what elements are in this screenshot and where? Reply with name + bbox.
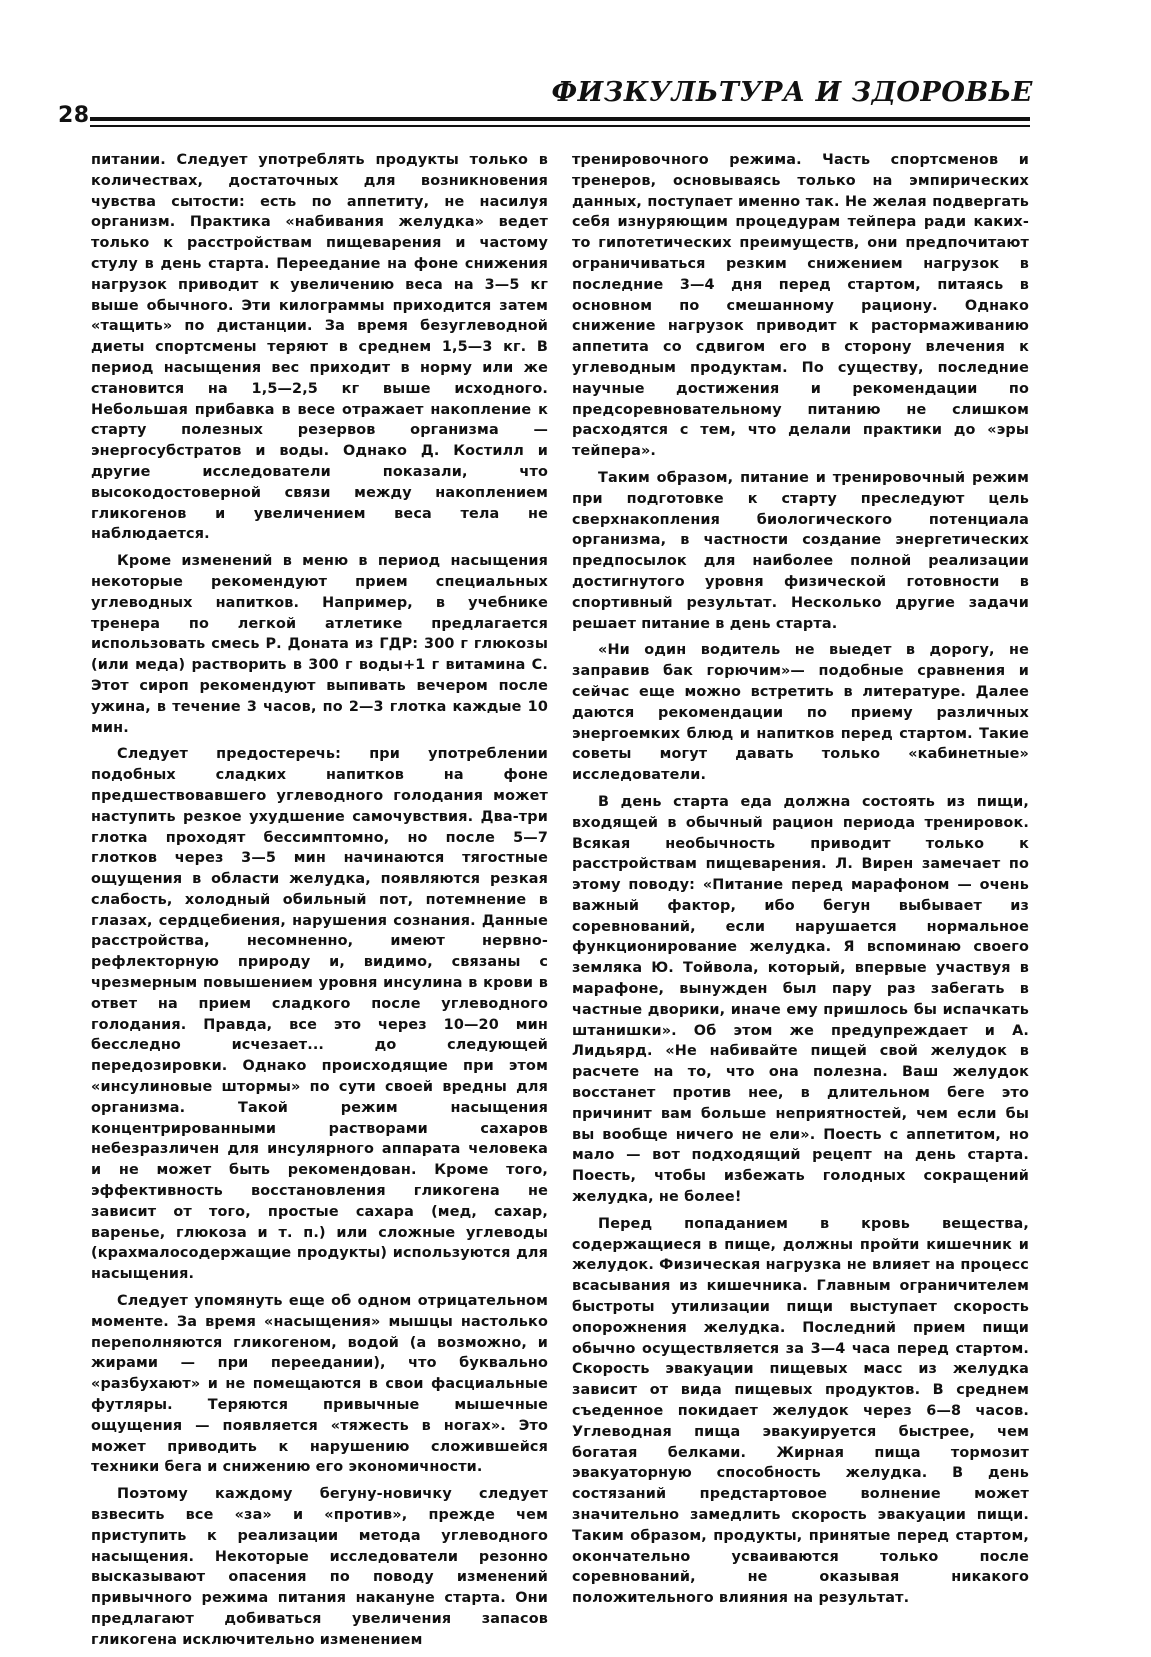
right-column bbox=[572, 150, 1029, 1615]
paragraph: Следует предостеречь: при употреблении подобных сладких напитков на фоне предшествовавшего углеводного голодания может наступить резкое ухудшение самочувствия. Два-три глотка проходят бессимптомно, но после 5—7 глотков через 3—5 мин начинаются тягостные ощущения в области желудка, появляются резкая слабость, холодный обильный пот, потемнение в глазах, сердцебиения, нарушения сознания. Данные расстройства, несомненно, имеют нервно-рефлекторную природу и, видимо, связаны с чрезмерным повышением уровня инсулина в крови в ответ на прием сладкого после углеводного голодания. Правда, все это через 10—20 мин бесследно исчезает... до следующей передозировки. Однако происходящие при этом «инсулиновые штормы» по сути своей вредны для организма. Такой режим насыщения концентрированными растворами сахаров небезразличен для инсулярного аппарата человека и не может быть рекомендован. Кроме того, эффективность восстановления гликогена не зависит от того, простые сахара (мед, сахар, варенье, глюкоза и т. п.) или сложные углеводы (крахмалосодержащие продукты) используются для насыщения. bbox=[91, 746, 548, 1283]
header-rule-thin bbox=[90, 125, 1030, 127]
header-rule-thick bbox=[90, 117, 1030, 121]
paragraph: Таким образом, питание и тренировочный режим при подготовке к старту преследуют цель сверхнакопления биологического потенциала организма, в частности создание энергетических предпосылок для наиболее полной реализации достигнутого уровня физической готовности в спортивный результат. Несколько другие задачи решает питание в день старта. bbox=[572, 469, 1029, 632]
running-head: ФИЗКУЛЬТУРА И ЗДОРОВЬЕ bbox=[551, 77, 1033, 108]
paragraph: Поэтому каждому бегуну-новичку следует взвесить все «за» и «против», прежде чем приступить к реализации метода углеводного насыщения. Некоторые исследователи резонно высказывают опасения по поводу изменений привычного режима питания накануне старта. Они предлагают добиваться увеличения запасов гликогена исключительно изменением bbox=[91, 1486, 548, 1648]
paragraph: тренировочного режима. Часть спортсменов и тренеров, основываясь только на эмпирических данных, поступает именно так. Не желая подвергать себя изнуряющим процедурам тейпера ради каких-то гипотетических преимуществ, они предпочитают ограничиваться резким снижением нагрузок в последние 3—4 дня перед стартом, питаясь в основном по смешанному рациону. Однако снижение нагрузок приводит к растормаживанию аппетита со сдвигом его в сторону влечения к углеводным продуктам. По существу, последние научные достижения и рекомендации по предсоревновательному питанию не слишком расходятся с тем, что делали практики до «эры тейпера». bbox=[572, 152, 1029, 460]
paragraph: Кроме изменений в меню в период насыщения некоторые рекомендуют прием специальных углеводных напитков. Например, в учебнике тренера по легкой атлетике предлагается использовать смесь Р. Доната из ГДР: 300 г глюкозы (или меда) растворить в 300 г воды+1 г витамина С. Этот сироп рекомендуют выпивать вечером после ужина, в течение 3 часов, по 2—3 глотка каждые 10 мин. bbox=[91, 553, 548, 736]
paragraph: Следует упомянуть еще об одном отрицательном моменте. За время «насыщения» мышцы настолько переполняются гликогеном, водой (а возможно, и жирами — при переедании), что буквально «разбухают» и не помещаются в свои фасциальные футляры. Теряются привычные мышечные ощущения — появляется «тяжесть в ногах». Это может приводить к нарушению сложившейся техники бега и снижению его экономичности. bbox=[91, 1293, 548, 1476]
paragraph: В день старта еда должна состоять из пищи, входящей в обычный рацион периода тренировок. Всякая необычность приводит только к расстройствам пищеварения. Л. Вирен замечает по этому поводу: «Питание перед марафоном — очень важный фактор, ибо бегун выбывает из соревнований, если нарушается нормальное функционирование желудка. Я вспоминаю своего земляка Ю. Тойвола, который, впервые участвуя в марафоне, вынужден был пару раз забегать в частные дворики, иначе ему пришлось бы испачкать штанишки». Об этом же предупреждает и А. Лидьярд. «Не набивайте пищей свой желудок в расчете на то, что она полезна. Ваш желудок восстанет против нее, в длительном беге это причинит вам больше неприятностей, чем если бы вы вообще ничего не ели». Поесть с аппетитом, но мало — вот подходящий рецепт на день старта. Поесть, чтобы избежать голодных сокращений желудка, не более! bbox=[572, 793, 1029, 1206]
paragraph: питании. Следует употреблять продукты только в количествах, достаточных для возникновения чувства сытости: есть по аппетиту, не насилуя организм. Практика «набивания желудка» ведет только к расстройствам пищеварения и частому стулу в день старта. Переедание на фоне снижения нагрузок приводит к увеличению веса на 3—5 кг выше обычного. Эти килограммы приходится затем «тащить» по дистанции. За время безуглеводной диеты спортсмены теряют в среднем 1,5—3 кг. В период насыщения вес приходит в норму или же становится на 1,5—2,5 кг выше исходного. Небольшая прибавка в весе отражает накопление к старту полезных резервов организма — энергосубстратов и воды. Однако Д. Костилл и другие исследователи показали, что высокодостоверной связи между накоплением гликогенов и увеличением веса тела не наблюдается. bbox=[91, 152, 548, 543]
paragraph: Перед попаданием в кровь вещества, содержащиеся в пище, должны пройти кишечник и желудок. Физическая нагрузка не влияет на процесс всасывания из кишечника. Главным ограничителем быстроты утилизации пищи выступает скорость опорожнения желудка. Последний прием пищи обычно осуществляется за 3—4 часа перед стартом. Скорость эвакуации пищевых масс из желудка зависит от вида пищевых продуктов. В среднем съеденное покидает желудок через 6—8 часов. Углеводная пища эвакуируется быстрее, чем богатая белками. Жирная пища тормозит эвакуаторную способность желудка. В день состязаний предстартовое волнение может значительно замедлить скорость эвакуации пищи. Таким образом, продукты, принятые перед стартом, окончательно усваиваются только после соревнований, не оказывая никакого положительного влияния на результат. bbox=[572, 1215, 1029, 1607]
page-number: 28 bbox=[58, 103, 90, 128]
left-column bbox=[91, 150, 548, 1657]
paragraph: «Ни один водитель не выедет в дорогу, не заправив бак горючим»— подобные сравнения и сейчас еще можно встретить в литературе. Далее даются рекомендации по приему различных энергоемких блюд и напитков перед стартом. Такие советы могут давать только «кабинетные» исследователи. bbox=[572, 642, 1029, 784]
